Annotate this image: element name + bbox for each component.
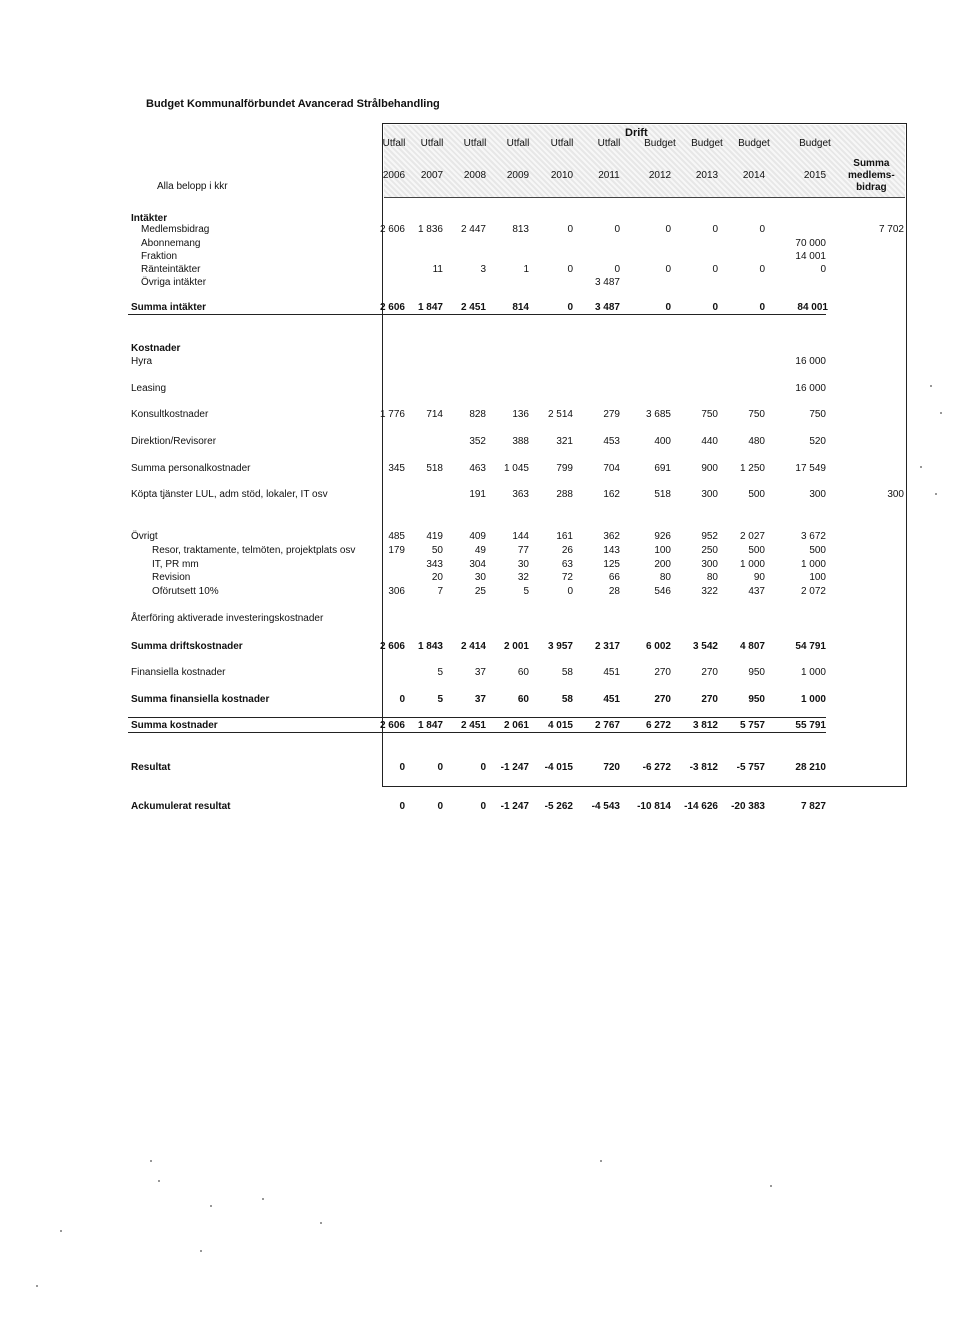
cell-summa-intakter-3: 814 — [512, 302, 529, 313]
cell-it-pr-1: 343 — [426, 559, 443, 570]
column-type-9: Budget — [799, 138, 831, 149]
column-year-3: 2009 — [506, 170, 530, 181]
header-separator — [384, 197, 905, 198]
cell-medlemsbidrag-0: 2 606 — [379, 224, 405, 235]
cell-it-pr-9: 1 000 — [800, 559, 826, 570]
row-label: Abonnemang — [141, 238, 201, 249]
column-type-0: Utfall — [382, 138, 406, 149]
cell-summa-intakter-4: 0 — [567, 302, 573, 313]
cell-kopta-tjanster-8: 500 — [748, 489, 765, 500]
cell-resor-0: 179 — [388, 545, 405, 556]
cell-resultat-5: 720 — [603, 762, 620, 773]
cell-finansiella-6: 270 — [654, 667, 671, 678]
cell-summa-kostnader-6: 6 272 — [645, 720, 671, 731]
cell-medlemsbidrag-10: 7 702 — [878, 224, 904, 235]
cell-konsultkostnader-5: 279 — [603, 409, 620, 420]
column-type-1: Utfall — [420, 138, 444, 149]
cell-resultat-8: -5 757 — [736, 762, 765, 773]
cell-finansiella-7: 270 — [701, 667, 718, 678]
cell-direktion-2: 352 — [469, 436, 486, 447]
column-type-5: Utfall — [597, 138, 621, 149]
total-underline — [128, 732, 826, 733]
cell-resor-3: 77 — [517, 545, 529, 556]
cell-kopta-tjanster-3: 363 — [512, 489, 529, 500]
cell-finansiella-4: 58 — [561, 667, 573, 678]
cell-konsultkostnader-6: 3 685 — [645, 409, 671, 420]
cell-ovrigt-8: 2 027 — [739, 531, 765, 542]
total-underline — [128, 314, 826, 315]
cell-oforutsett-9: 2 072 — [800, 586, 826, 597]
cell-summa-finansiella-1: 5 — [437, 694, 443, 705]
cell-ovrigt-7: 952 — [701, 531, 718, 542]
cell-ackumulerat-8: -20 383 — [731, 801, 765, 812]
cell-revision-5: 66 — [608, 572, 620, 583]
cell-ovrigt-1: 419 — [426, 531, 443, 542]
table-frame — [382, 123, 907, 787]
row-label: Oförutsett 10% — [152, 586, 219, 597]
cell-ackumulerat-9: 7 827 — [800, 801, 826, 812]
row-label: Köpta tjänster LUL, adm stöd, lokaler, IT osv — [131, 489, 328, 500]
cell-ranteintakter-9: 0 — [820, 264, 826, 275]
cell-resor-2: 49 — [474, 545, 486, 556]
cell-ackumulerat-7: -14 626 — [684, 801, 718, 812]
column-year-1: 2007 — [420, 170, 444, 181]
cell-it-pr-4: 63 — [561, 559, 573, 570]
cell-revision-3: 32 — [517, 572, 529, 583]
cell-medlemsbidrag-4: 0 — [567, 224, 573, 235]
cell-ranteintakter-5: 0 — [614, 264, 620, 275]
cell-resultat-1: 0 — [437, 762, 443, 773]
cell-ackumulerat-0: 0 — [399, 801, 405, 812]
row-label: Summa kostnader — [131, 720, 218, 731]
cell-summa-drift-7: 3 542 — [692, 641, 718, 652]
cell-it-pr-6: 200 — [654, 559, 671, 570]
column-year-7: 2013 — [695, 170, 719, 181]
cell-oforutsett-1: 7 — [437, 586, 443, 597]
cell-ovrigt-2: 409 — [469, 531, 486, 542]
cell-ovrigt-5: 362 — [603, 531, 620, 542]
cell-oforutsett-5: 28 — [608, 586, 620, 597]
row-label: Leasing — [131, 383, 167, 394]
cell-summa-finansiella-8: 950 — [748, 694, 765, 705]
cell-resultat-7: -3 812 — [689, 762, 718, 773]
cell-summa-kostnader-7: 3 812 — [692, 720, 718, 731]
cell-it-pr-2: 304 — [469, 559, 486, 570]
cell-ovrigt-0: 485 — [388, 531, 405, 542]
cell-summa-kostnader-1: 1 847 — [417, 720, 443, 731]
cell-summa-kostnader-9: 55 791 — [795, 720, 826, 731]
cell-ranteintakter-3: 1 — [523, 264, 529, 275]
cell-resultat-6: -6 272 — [642, 762, 671, 773]
cell-direktion-9: 520 — [809, 436, 826, 447]
cell-summa-drift-6: 6 002 — [645, 641, 671, 652]
cell-summa-intakter-6: 0 — [665, 302, 671, 313]
cell-ackumulerat-1: 0 — [437, 801, 443, 812]
cell-finansiella-2: 37 — [474, 667, 486, 678]
cell-it-pr-5: 125 — [603, 559, 620, 570]
cell-ovrigt-6: 926 — [654, 531, 671, 542]
cell-resultat-3: -1 247 — [500, 762, 529, 773]
cell-finansiella-9: 1 000 — [800, 667, 826, 678]
cell-oforutsett-4: 0 — [567, 586, 573, 597]
cell-summa-drift-9: 54 791 — [795, 641, 826, 652]
cell-summa-personal-0: 345 — [388, 463, 405, 474]
cell-finansiella-8: 950 — [748, 667, 765, 678]
cell-oforutsett-2: 25 — [474, 586, 486, 597]
cell-konsultkostnader-7: 750 — [701, 409, 718, 420]
cell-revision-7: 80 — [706, 572, 718, 583]
column-year-9: 2015 — [803, 170, 827, 181]
cell-medlemsbidrag-2: 2 447 — [460, 224, 486, 235]
cell-konsultkostnader-4: 2 514 — [547, 409, 573, 420]
summa-header-line2: medlems- — [848, 170, 895, 181]
cell-summa-finansiella-9: 1 000 — [800, 694, 826, 705]
column-type-6: Budget — [644, 138, 676, 149]
cell-direktion-7: 440 — [701, 436, 718, 447]
cell-summa-drift-2: 2 414 — [460, 641, 486, 652]
column-type-2: Utfall — [463, 138, 487, 149]
cell-summa-personal-4: 799 — [556, 463, 573, 474]
column-type-7: Budget — [691, 138, 723, 149]
cell-it-pr-7: 300 — [701, 559, 718, 570]
document-title: Budget Kommunalförbundet Avancerad Strålbehandling — [146, 98, 440, 110]
cell-ranteintakter-7: 0 — [712, 264, 718, 275]
cell-medlemsbidrag-3: 813 — [512, 224, 529, 235]
cell-direktion-6: 400 — [654, 436, 671, 447]
cell-oforutsett-6: 546 — [654, 586, 671, 597]
cell-oforutsett-7: 322 — [701, 586, 718, 597]
cell-summa-kostnader-2: 2 451 — [460, 720, 486, 731]
cell-medlemsbidrag-6: 0 — [665, 224, 671, 235]
cell-it-pr-8: 1 000 — [739, 559, 765, 570]
cell-summa-personal-5: 704 — [603, 463, 620, 474]
cell-summa-drift-8: 4 807 — [739, 641, 765, 652]
cell-resor-6: 100 — [654, 545, 671, 556]
cell-resor-5: 143 — [603, 545, 620, 556]
row-label: Medlemsbidrag — [141, 224, 210, 235]
cell-summa-kostnader-5: 2 767 — [594, 720, 620, 731]
cell-kopta-tjanster-10: 300 — [887, 489, 904, 500]
cell-summa-drift-5: 2 317 — [594, 641, 620, 652]
amount-unit-label: Alla belopp i kkr — [157, 181, 228, 192]
row-label: Fraktion — [141, 251, 178, 262]
cell-ovrigt-3: 144 — [512, 531, 529, 542]
cell-ackumulerat-4: -5 262 — [544, 801, 573, 812]
row-label: Finansiella kostnader — [131, 667, 226, 678]
column-year-4: 2010 — [550, 170, 574, 181]
cell-resultat-2: 0 — [480, 762, 486, 773]
cell-finansiella-1: 5 — [437, 667, 443, 678]
drift-header: Drift — [625, 127, 648, 139]
cell-summa-personal-6: 691 — [654, 463, 671, 474]
row-label: Direktion/Revisorer — [131, 436, 217, 447]
cell-resultat-0: 0 — [399, 762, 405, 773]
row-label: Intäkter — [131, 213, 168, 224]
cell-kopta-tjanster-2: 191 — [469, 489, 486, 500]
cell-ranteintakter-4: 0 — [567, 264, 573, 275]
cell-summa-intakter-5: 3 487 — [594, 302, 620, 313]
column-type-8: Budget — [738, 138, 770, 149]
cell-direktion-5: 453 — [603, 436, 620, 447]
column-year-8: 2014 — [742, 170, 766, 181]
row-label: Övrigt — [131, 531, 158, 542]
cell-summa-finansiella-2: 37 — [474, 694, 486, 705]
cell-resor-8: 500 — [748, 545, 765, 556]
cell-kopta-tjanster-5: 162 — [603, 489, 620, 500]
row-label: Ränteintäkter — [141, 264, 201, 275]
column-year-6: 2012 — [648, 170, 672, 181]
cell-kopta-tjanster-6: 518 — [654, 489, 671, 500]
cell-oforutsett-8: 437 — [748, 586, 765, 597]
cell-resor-1: 50 — [431, 545, 443, 556]
cell-direktion-4: 321 — [556, 436, 573, 447]
row-label: Summa intäkter — [131, 302, 207, 313]
cell-summa-finansiella-0: 0 — [399, 694, 405, 705]
cell-summa-personal-1: 518 — [426, 463, 443, 474]
cell-hyra-9: 16 000 — [795, 356, 826, 367]
row-label: Revision — [152, 572, 191, 583]
summa-header-line1: Summa — [853, 158, 890, 169]
cell-summa-personal-9: 17 549 — [795, 463, 826, 474]
row-label: Hyra — [131, 356, 153, 367]
cell-ranteintakter-1: 11 — [432, 264, 443, 275]
row-label: Resultat — [131, 762, 171, 773]
cell-summa-personal-7: 900 — [701, 463, 718, 474]
cell-summa-personal-2: 463 — [469, 463, 486, 474]
summa-header-line3: bidrag — [856, 182, 887, 193]
row-label: Konsultkostnader — [131, 409, 209, 420]
cell-summa-finansiella-7: 270 — [701, 694, 718, 705]
cell-oforutsett-3: 5 — [523, 586, 529, 597]
cell-summa-drift-4: 3 957 — [547, 641, 573, 652]
row-label: Resor, traktamente, telmöten, projektplats osv — [152, 545, 356, 556]
cell-kopta-tjanster-9: 300 — [809, 489, 826, 500]
cell-resultat-9: 28 210 — [795, 762, 826, 773]
cell-revision-9: 100 — [809, 572, 826, 583]
cell-summa-finansiella-5: 451 — [603, 694, 620, 705]
cell-medlemsbidrag-1: 1 836 — [417, 224, 443, 235]
cell-oforutsett-0: 306 — [388, 586, 405, 597]
cell-fraktion-9: 14 001 — [795, 251, 826, 262]
cell-konsultkostnader-2: 828 — [469, 409, 486, 420]
cell-summa-finansiella-6: 270 — [654, 694, 671, 705]
cell-ackumulerat-3: -1 247 — [500, 801, 529, 812]
column-type-3: Utfall — [506, 138, 530, 149]
cell-abonnemang-9: 70 000 — [795, 238, 826, 249]
cell-summa-intakter-9: 84 001 — [797, 302, 828, 313]
cell-medlemsbidrag-7: 0 — [712, 224, 718, 235]
cell-ackumulerat-6: -10 814 — [637, 801, 671, 812]
cell-revision-8: 90 — [753, 572, 765, 583]
cell-summa-kostnader-4: 4 015 — [547, 720, 573, 731]
cell-ranteintakter-8: 0 — [759, 264, 765, 275]
cell-kopta-tjanster-7: 300 — [701, 489, 718, 500]
row-label: Återföring aktiverade investeringskostnader — [131, 613, 324, 624]
cell-medlemsbidrag-5: 0 — [614, 224, 620, 235]
cell-revision-2: 30 — [474, 572, 486, 583]
cell-konsultkostnader-0: 1 776 — [379, 409, 405, 420]
cell-konsultkostnader-9: 750 — [809, 409, 826, 420]
column-year-0: 2006 — [382, 170, 406, 181]
summa-medlemsbidrag-header — [848, 158, 895, 194]
cell-ackumulerat-2: 0 — [480, 801, 486, 812]
cell-summa-personal-8: 1 250 — [739, 463, 765, 474]
row-label: Övriga intäkter — [141, 277, 207, 288]
cell-it-pr-3: 30 — [517, 559, 529, 570]
cell-direktion-8: 480 — [748, 436, 765, 447]
cell-ackumulerat-5: -4 543 — [591, 801, 620, 812]
cell-konsultkostnader-3: 136 — [512, 409, 529, 420]
cell-summa-kostnader-8: 5 757 — [739, 720, 765, 731]
cell-ranteintakter-6: 0 — [665, 264, 671, 275]
cell-summa-finansiella-3: 60 — [517, 694, 529, 705]
cell-ovrigt-9: 3 672 — [800, 531, 826, 542]
cell-finansiella-3: 60 — [517, 667, 529, 678]
cell-summa-drift-0: 2 606 — [379, 641, 405, 652]
cell-summa-intakter-7: 0 — [712, 302, 718, 313]
cell-summa-personal-3: 1 045 — [503, 463, 529, 474]
column-year-5: 2011 — [598, 170, 620, 181]
cell-medlemsbidrag-8: 0 — [759, 224, 765, 235]
row-label: Summa personalkostnader — [131, 463, 251, 474]
cell-summa-kostnader-0: 2 606 — [379, 720, 405, 731]
cell-summa-kostnader-3: 2 061 — [503, 720, 529, 731]
cell-revision-6: 80 — [659, 572, 671, 583]
cell-summa-drift-3: 2 001 — [503, 641, 529, 652]
cell-leasing-9: 16 000 — [795, 383, 826, 394]
cell-ovriga-intakter-5: 3 487 — [594, 277, 620, 288]
row-label: Ackumulerat resultat — [131, 801, 231, 812]
cell-resor-4: 26 — [561, 545, 573, 556]
cell-summa-intakter-2: 2 451 — [460, 302, 486, 313]
cell-summa-intakter-0: 2 606 — [379, 302, 405, 313]
column-type-4: Utfall — [550, 138, 574, 149]
cell-ovrigt-4: 161 — [556, 531, 573, 542]
cell-konsultkostnader-1: 714 — [426, 409, 443, 420]
total-overline — [128, 717, 826, 718]
column-year-2: 2008 — [463, 170, 487, 181]
cell-konsultkostnader-8: 750 — [748, 409, 765, 420]
cell-summa-drift-1: 1 843 — [417, 641, 443, 652]
cell-kopta-tjanster-4: 288 — [556, 489, 573, 500]
cell-summa-intakter-8: 0 — [759, 302, 765, 313]
row-label: Summa finansiella kostnader — [131, 694, 270, 705]
cell-summa-finansiella-4: 58 — [561, 694, 573, 705]
row-label: Summa driftskostnader — [131, 641, 243, 652]
row-label: IT, PR mm — [152, 559, 199, 570]
cell-resor-7: 250 — [701, 545, 718, 556]
cell-summa-intakter-1: 1 847 — [417, 302, 443, 313]
row-label: Kostnader — [131, 343, 181, 354]
cell-ranteintakter-2: 3 — [480, 264, 486, 275]
cell-revision-1: 20 — [431, 572, 443, 583]
cell-direktion-3: 388 — [512, 436, 529, 447]
cell-resor-9: 500 — [809, 545, 826, 556]
cell-finansiella-5: 451 — [603, 667, 620, 678]
cell-revision-4: 72 — [561, 572, 573, 583]
cell-resultat-4: -4 015 — [544, 762, 573, 773]
